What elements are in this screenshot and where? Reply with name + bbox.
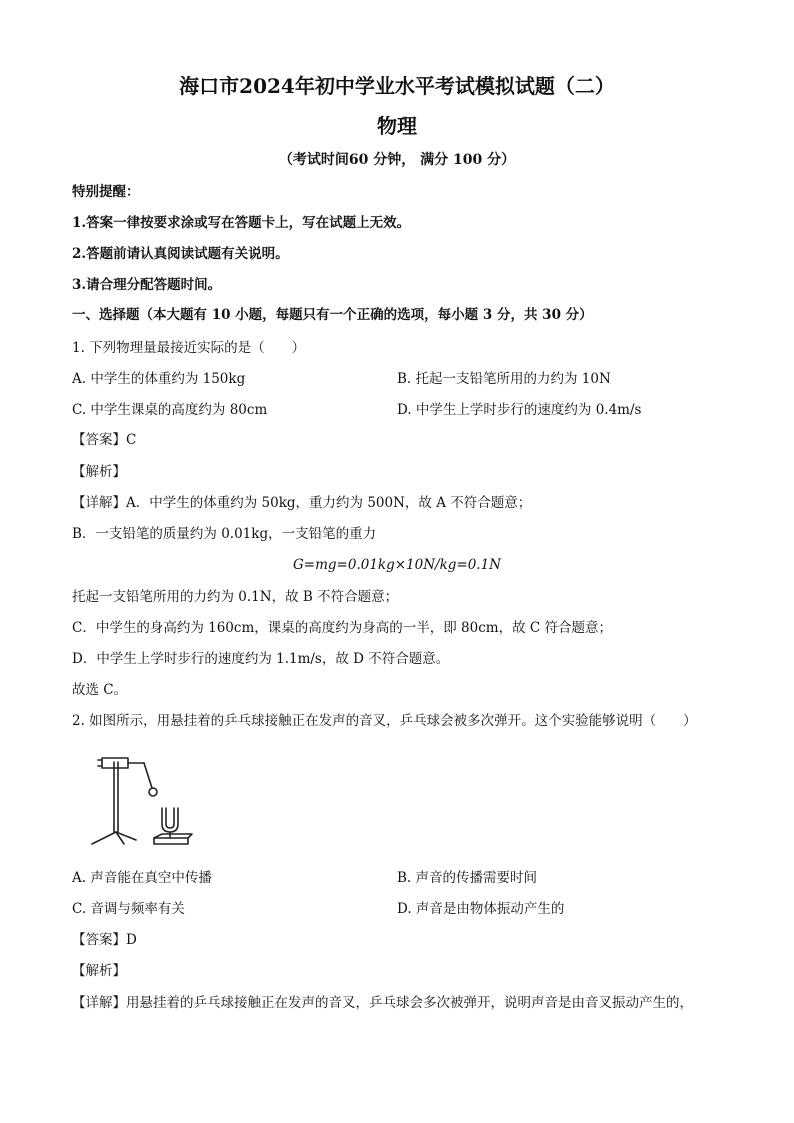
question-1-analysis-label: 【解析】 (72, 464, 126, 480)
notice-item: 1.答案一律按要求涂或写在答题卡上，写在试题上无效。 (72, 215, 411, 231)
question-2-stem: 2. 如图所示，用悬挂着的乒乓球接触正在发声的音叉，乒乓球会被多次弹开。这个实验能够说明（ ） (72, 713, 697, 729)
question-2-option-a: A. 声音能在真空中传播 (72, 870, 212, 886)
question-1-option-a: A. 中学生的体重约为 150kg (72, 371, 246, 387)
question-2-option-c: C. 音调与频率有关 (72, 901, 185, 917)
question-2-option-d: D. 声音是由物体振动产生的 (397, 901, 565, 917)
question-1-detail: 托起一支铅笔所用的力约为 0.1N，故 B 不符合题意； (72, 589, 399, 605)
question-2-analysis-label: 【解析】 (72, 963, 126, 979)
exam-title: 海口市2024年初中学业水平考试模拟试题（二） (179, 74, 615, 98)
notice-item: 2.答题前请认真阅读试题有关说明。 (72, 246, 289, 262)
tuning-fork-pingpong-figure (84, 752, 204, 852)
section-heading: 一、选择题（本大题有 10 小题，每题只有一个正确的选项，每小题 3 分，共 30 分） (72, 307, 593, 323)
question-1-option-d: D. 中学生上学时步行的速度约为 0.4m/s (397, 402, 642, 418)
question-1-detail: C．中学生的身高约为 160cm，课桌的高度约为身高的一半，即 80cm，故 C 符合题意； (72, 620, 612, 636)
question-1-detail: D．中学生上学时步行的速度约为 1.1m/s，故 D 不符合题意。 (72, 651, 450, 667)
question-2-answer: 【答案】D (72, 932, 137, 948)
question-1-stem: 1. 下列物理量最接近实际的是（ ） (72, 340, 306, 356)
question-1-conclusion: 故选 C。 (72, 682, 128, 698)
notice-item: 3.请合理分配答题时间。 (72, 277, 222, 293)
question-2-detail: 【详解】用悬挂着的乒乓球接触正在发声的音叉，乒乓球会多次被弹开，说明声音是由音叉振动产生的， (72, 995, 693, 1011)
question-1-option-b: B. 托起一支铅笔所用的力约为 10N (397, 371, 611, 387)
question-1-option-c: C. 中学生课桌的高度约为 80cm (72, 402, 268, 418)
question-1-detail: B．一支铅笔的质量约为 0.01kg，一支铅笔的重力 (72, 526, 377, 542)
question-2-option-b: B. 声音的传播需要时间 (397, 870, 538, 886)
question-1-formula: G=mg=0.01kg×10N/kg=0.1N (293, 557, 501, 573)
question-1-detail: 【详解】A．中学生的体重约为 50kg，重力约为 500N，故 A 不符合题意； (72, 495, 532, 511)
notice-heading: 特别提醒： (72, 184, 140, 200)
question-1-answer: 【答案】C (72, 432, 137, 448)
exam-info: （考试时间60 分钟， 满分 100 分） (278, 152, 516, 168)
subject-title: 物理 (377, 114, 417, 138)
